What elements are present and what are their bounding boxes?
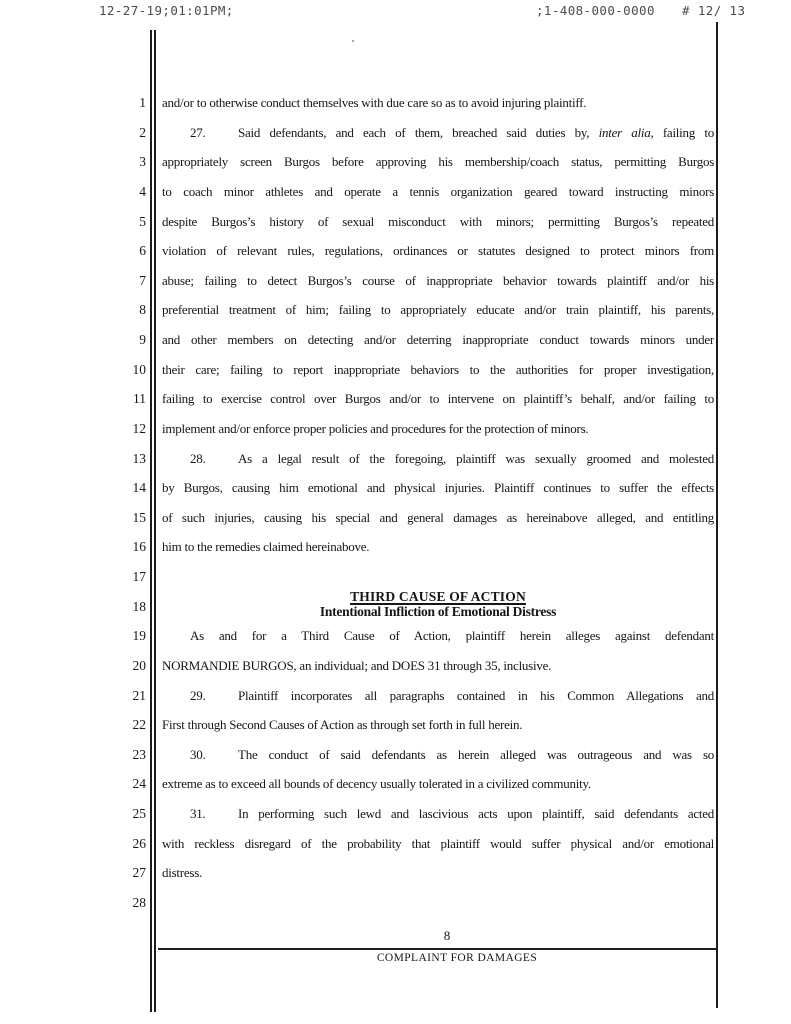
fax-timestamp: 12-27-19;01:01PM; bbox=[99, 3, 234, 18]
line-number: 26 bbox=[132, 835, 146, 851]
paragraph-number: 30. bbox=[190, 746, 206, 762]
pleading-row bbox=[120, 118, 716, 148]
line-text bbox=[162, 888, 716, 918]
pleading-row bbox=[120, 621, 716, 651]
line-segment: preferential treatment of him; failing to appropriately educate and/or train plaintiff, his parents, bbox=[162, 302, 714, 318]
pleading-row bbox=[120, 858, 716, 888]
line-segment: despite Burgos’s history of sexual misconduct with minors; permitting Burgos’s repeated bbox=[162, 213, 714, 229]
footer-divider-line bbox=[158, 948, 717, 950]
line-segment: violation of relevant rules, regulations, ordinances or statutes designed to protect minors from bbox=[162, 243, 714, 259]
pleading-row bbox=[120, 414, 716, 444]
line-number: 14 bbox=[132, 480, 146, 496]
pleading-row bbox=[120, 147, 716, 177]
line-number: 17 bbox=[132, 569, 146, 584]
pleading-row bbox=[120, 266, 716, 296]
line-number: 2 bbox=[139, 124, 146, 140]
paragraph-number: 27. bbox=[190, 124, 206, 140]
pleading-row bbox=[120, 888, 716, 918]
line-segment: failing to exercise control over Burgos and/or to intervene on plaintiff’s behalf, and/or failing to bbox=[162, 391, 714, 407]
line-segment: Said defendants, and each of them, breached said duties by, bbox=[238, 124, 599, 140]
line-text bbox=[162, 858, 716, 888]
line-segment: In performing such lewd and lascivious acts upon plaintiff, said defendants acted bbox=[238, 806, 714, 821]
line-text bbox=[162, 621, 716, 651]
line-number: 19 bbox=[132, 628, 146, 644]
line-text bbox=[162, 207, 716, 237]
line-text bbox=[162, 384, 716, 414]
line-text bbox=[162, 651, 716, 681]
fax-page-counter: # 12/ 13 bbox=[682, 3, 746, 18]
paragraph-number: 28. bbox=[190, 450, 206, 466]
line-segment: implement and/or enforce proper policies and procedures for the protection of minors. bbox=[162, 420, 589, 436]
pleading-row bbox=[120, 473, 716, 503]
pleading-row bbox=[120, 177, 716, 207]
line-number: 27 bbox=[132, 865, 146, 881]
pleading-row bbox=[120, 355, 716, 385]
line-text bbox=[162, 532, 716, 562]
line-text bbox=[162, 681, 716, 711]
line-number: 21 bbox=[132, 687, 146, 703]
line-segment: abuse; failing to detect Burgos’s course of inappropriate behavior towards plaintiff and/or his bbox=[162, 272, 714, 288]
pleading-row bbox=[120, 710, 716, 740]
line-number: 28 bbox=[132, 894, 146, 910]
line-text bbox=[162, 118, 716, 148]
line-number: 11 bbox=[133, 391, 146, 407]
line-text bbox=[162, 829, 716, 859]
line-number: 9 bbox=[139, 332, 146, 347]
pleading-row bbox=[120, 444, 716, 474]
line-segment: NORMANDIE BURGOS, an individual; and DOES 31 through 35, inclusive. bbox=[162, 657, 552, 673]
pleading-rows bbox=[120, 88, 716, 918]
line-number: 16 bbox=[132, 539, 146, 555]
line-number: 24 bbox=[132, 776, 146, 792]
line-number: 6 bbox=[139, 243, 146, 259]
line-segment: As a legal result of the foregoing, plaintiff was sexually groomed and molested bbox=[238, 450, 714, 466]
line-segment: of such injuries, causing his special and general damages as hereinabove alleged, and entitling bbox=[162, 509, 714, 525]
line-segment: by Burgos, causing him emotional and physical injuries. Plaintiff continues to suffer the effects bbox=[162, 480, 714, 496]
line-segment: and/or to otherwise conduct themselves with due care so as to avoid injuring plaintiff. bbox=[162, 95, 587, 110]
line-number: 23 bbox=[132, 746, 146, 762]
line-text bbox=[162, 147, 716, 177]
line-number: 13 bbox=[132, 450, 146, 466]
line-text bbox=[162, 710, 716, 740]
line-number: 18 bbox=[132, 598, 146, 614]
line-segment: distress. bbox=[162, 865, 202, 881]
line-segment: , failing to bbox=[650, 124, 714, 140]
pleading-row bbox=[120, 588, 716, 622]
pleading-row bbox=[120, 799, 716, 829]
line-segment: extreme as to exceed all bounds of decency usually tolerated in a civilized community. bbox=[162, 776, 591, 792]
line-number: 1 bbox=[139, 95, 146, 110]
line-segment: First through Second Causes of Action as through set forth in full herein. bbox=[162, 717, 523, 733]
line-text bbox=[162, 769, 716, 799]
line-number: 25 bbox=[132, 806, 146, 821]
document-title-footer: COMPLAINT FOR DAMAGES bbox=[376, 952, 538, 964]
line-text bbox=[162, 88, 716, 118]
line-text bbox=[162, 236, 716, 266]
fax-number: ;1-408-000-0000 bbox=[536, 3, 655, 18]
line-segment: to coach minor athletes and operate a tennis organization geared toward instructing minors bbox=[162, 183, 714, 199]
line-segment: their care; failing to report inappropriate behaviors to the authorities for proper investigation, bbox=[162, 361, 714, 377]
paragraph-number: 29. bbox=[190, 687, 206, 703]
line-text bbox=[162, 740, 716, 770]
line-text bbox=[162, 444, 716, 474]
cause-heading-subtitle: Intentional Infliction of Emotional Distress bbox=[319, 604, 557, 620]
pleading-row bbox=[120, 325, 716, 355]
line-segment: As and for a Third Cause of Action, plaintiff herein alleges against defendant bbox=[190, 628, 714, 644]
scan-noise-dot bbox=[352, 40, 354, 42]
line-segment: The conduct of said defendants as herein alleged was outrageous and was so bbox=[238, 746, 714, 762]
line-segment: appropriately screen Burgos before approving his membership/coach status, permitting Burgos bbox=[162, 154, 714, 170]
pleading-row bbox=[120, 651, 716, 681]
line-text bbox=[162, 799, 716, 829]
line-number: 3 bbox=[139, 154, 146, 170]
line-segment: Plaintiff incorporates all paragraphs contained in his Common Allegations and bbox=[238, 687, 714, 703]
line-text bbox=[162, 562, 716, 592]
pleading-row bbox=[120, 503, 716, 533]
line-number: 4 bbox=[139, 183, 146, 199]
pleading-row bbox=[120, 740, 716, 770]
line-segment: inter alia bbox=[598, 124, 651, 140]
line-segment: and other members on detecting and/or deterring inappropriate conduct towards minors under bbox=[162, 332, 714, 347]
line-number: 15 bbox=[132, 509, 146, 525]
line-text bbox=[162, 266, 716, 296]
pleading-row bbox=[120, 295, 716, 325]
cause-heading-title: THIRD CAUSE OF ACTION bbox=[350, 588, 526, 604]
pleading-row bbox=[120, 207, 716, 237]
pleading-row bbox=[120, 769, 716, 799]
page-number: 8 bbox=[443, 928, 451, 943]
line-number: 5 bbox=[139, 213, 146, 229]
pleading-row bbox=[120, 384, 716, 414]
line-number: 12 bbox=[132, 420, 146, 436]
line-number: 20 bbox=[132, 657, 146, 673]
line-text bbox=[162, 588, 716, 622]
paragraph-number: 31. bbox=[190, 806, 206, 821]
line-number: 22 bbox=[132, 717, 146, 733]
pleading-row bbox=[120, 562, 716, 592]
pleading-row bbox=[120, 236, 716, 266]
pleading-row bbox=[120, 88, 716, 118]
line-text bbox=[162, 177, 716, 207]
line-text bbox=[162, 503, 716, 533]
pleading-row bbox=[120, 829, 716, 859]
line-text bbox=[162, 295, 716, 325]
pleading-row bbox=[120, 532, 716, 562]
pleading-row bbox=[120, 681, 716, 711]
line-segment: with reckless disregard of the probability that plaintiff would suffer physical and/or emotional bbox=[162, 835, 714, 851]
line-text bbox=[162, 414, 716, 444]
right-margin-rule bbox=[716, 22, 718, 1008]
line-text bbox=[162, 325, 716, 355]
line-segment: him to the remedies claimed hereinabove. bbox=[162, 539, 370, 555]
line-text bbox=[162, 473, 716, 503]
line-number: 7 bbox=[139, 272, 146, 288]
line-number: 10 bbox=[132, 361, 146, 377]
line-number: 8 bbox=[139, 302, 146, 318]
line-text bbox=[162, 355, 716, 385]
